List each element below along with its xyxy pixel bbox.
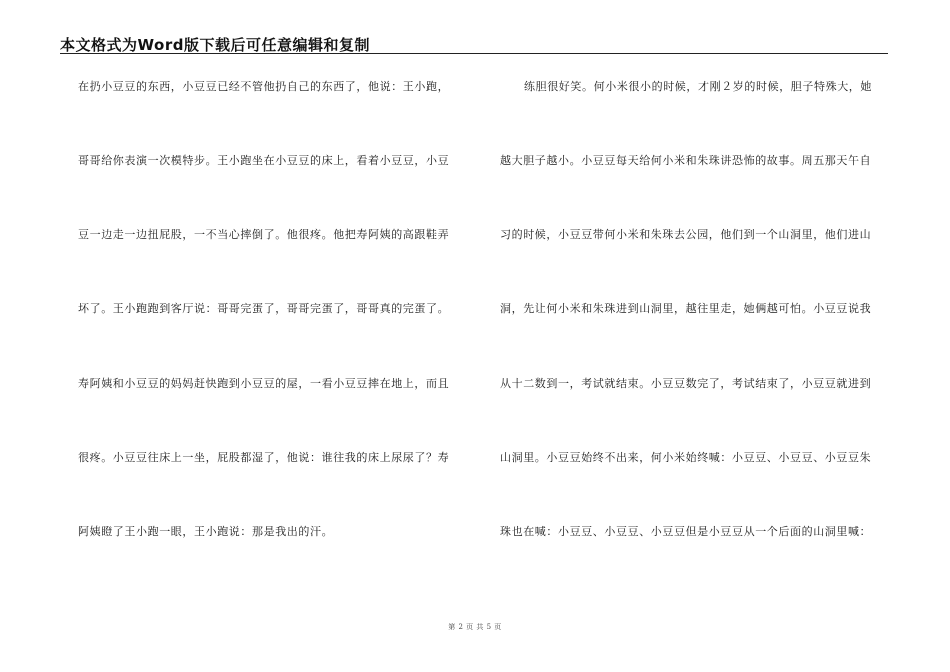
header-divider <box>60 53 888 54</box>
text-line: 练胆很好笑。何小米很小的时候，才刚２岁的时候，胆子特殊大，她 <box>524 80 872 93</box>
text-line: 很疼。小豆豆往床上一坐，屁股都湿了，他说：谁往我的床上尿尿了？寿 <box>78 451 450 464</box>
text-line: 豆一边走一边扭屁股，一不当心摔倒了。他很疼。他把寿阿姨的高跟鞋弄 <box>78 228 450 241</box>
text-line: 坏了。王小跑跑到客厅说：哥哥完蛋了，哥哥完蛋了，哥哥真的完蛋了。 <box>78 302 450 315</box>
text-line: 习的时候，小豆豆带何小米和朱珠去公园，他们到一个山洞里，他们进山 <box>500 228 872 241</box>
text-line: 阿姨瞪了王小跑一眼，王小跑说：那是我出的汗。 <box>78 525 334 538</box>
text-line: 珠也在喊：小豆豆、小豆豆、小豆豆但是小豆豆从一个后面的山洞里喊： <box>500 525 872 538</box>
text-line: 在扔小豆豆的东西，小豆豆已经不管他扔自己的东西了，他说：王小跑， <box>78 80 450 93</box>
text-line: 越大胆子越小。小豆豆每天给何小米和朱珠讲恐怖的故事。周五那天午自 <box>500 154 872 167</box>
text-line: 从十二数到一，考试就结束。小豆豆数完了，考试结束了，小豆豆就进到 <box>500 377 872 390</box>
text-line: 洞，先让何小米和朱珠进到山洞里，越往里走，她俩越可怕。小豆豆说我 <box>500 302 872 315</box>
text-line: 哥哥给你表演一次模特步。王小跑坐在小豆豆的床上，看着小豆豆，小豆 <box>78 154 450 167</box>
document-header-title: 本文格式为Word版下载后可任意编辑和复制 <box>60 36 370 54</box>
text-line: 山洞里。小豆豆始终不出来，何小米始终喊：小豆豆、小豆豆、小豆豆朱 <box>500 451 872 464</box>
text-line: 寿阿姨和小豆豆的妈妈赶快跑到小豆豆的屋，一看小豆豆摔在地上，而且 <box>78 377 450 390</box>
page-number-footer: 第 2 页 共 5 页 <box>448 623 502 631</box>
